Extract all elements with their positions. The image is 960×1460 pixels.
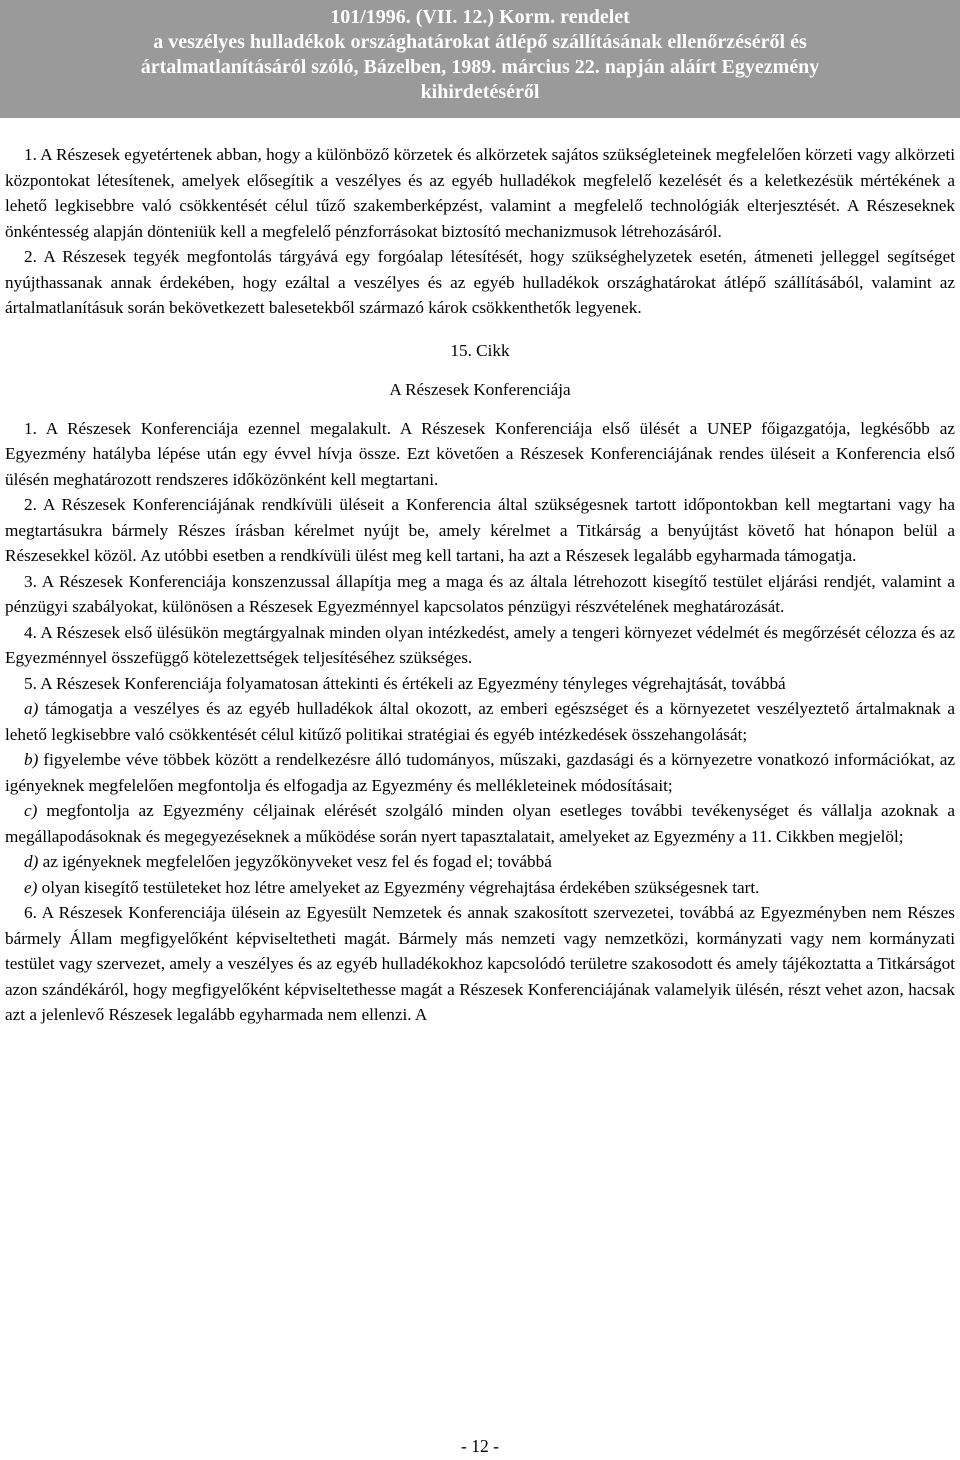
item-b-label: b) xyxy=(24,750,39,769)
article-item-a xyxy=(5,696,955,747)
item-b-text: figyelembe véve többek között a rendelkezésre álló tudományos, műszaki, gazdasági és a környezetre vonatkozó információkat, az igényeknek megfelelően megfontolja és elfogadja az Egyezmény és mellékleteinek módosításait; xyxy=(5,750,955,795)
document-body xyxy=(5,142,955,1028)
header-line-3: ártalmatlanításáról szóló, Bázelben, 1989. március 22. napján aláírt Egyezmény xyxy=(140,56,820,78)
article-paragraph-1: 1. A Részesek Konferenciája ezennel megalakult. A Részesek Konferenciája első ülését a UNEP főigazgatója, legkésőbb az Egyezmény hatályba lépése után egy évvel hívja össze. Ezt követően a Részesek Konferenciájának rendes üléseit a Konferencia első ülésén meghatározott rendszeres időközönként kell megtartani. xyxy=(5,418,955,489)
item-e-text: olyan kisegítő testületeket hoz létre amelyeket az Egyezmény végrehajtása érdekében szükségesnek tart. xyxy=(37,877,760,897)
item-a-text: támogatja a veszélyes és az egyéb hulladékok által okozott, az emberi egészséget és a környezetet veszélyeztető ártalmaknak a lehető legkisebbre való csökkentését célul kitűző politikai stratégiai és egyéb intézkedések összehangolását; xyxy=(5,699,955,744)
article-paragraph-5: 5. A Részesek Konferenciája folyamatosan áttekinti és értékeli az Egyezmény tényleges végrehajtását, továbbá xyxy=(24,673,786,693)
article-paragraph-2: 2. A Részesek Konferenciájának rendkívüli üléseit a Konferencia által szükségesnek tartott időpontokban kell megtartani vagy ha megtartásukra bármely Részes írásban kérelmet nyújt be, amely kérelmet a Titkárság a benyújtást követő hat hónapon belül a Részesekkel közöl. Az utóbbi esetben a rendkívüli ülést meg kell tartani, ha azt a Részesek legalább egyharmada támogatja. xyxy=(5,495,955,565)
item-d-text: az igényeknek megfelelően jegyzőkönyveket vesz fel és fogad el; továbbá xyxy=(38,852,552,871)
item-c-text: megfontolja az Egyezmény céljainak elérését szolgáló minden olyan esetleges további tevékenységet és vállalja azoknak a megállapodásoknak és megegyezéseknek a működése során nyert tapasztalatait, amelyeket az Egyezmény a 11. Cikkben megjelöl; xyxy=(5,801,955,846)
article-item-e xyxy=(5,875,955,901)
header-line-1: 101/1996. (VII. 12.) Korm. rendelet xyxy=(330,6,630,28)
paragraph-1: 1. A Részesek egyetértenek abban, hogy a különböző körzetek és alkörzetek sajátos szükségleteinek megfelelően körzeti vagy alkörzeti központokat létesítenek, amelyek elősegítik a veszélyes és az egyéb hulladékok megfelelő kezelését és a keletkezésük mértékének a lehető legkisebbre való csökkentését célul tűző szakemberképzést, valamint a megfelelő technológiák elterjesztését. A Részeseknek önkéntesség alapján dönteniük kell a megfelelő pénzforrásokat biztosító mechanizmusok létrehozásáról. xyxy=(5,145,955,241)
item-d-label: d) xyxy=(24,852,39,871)
item-e-label: e) xyxy=(24,877,38,897)
paragraph-2: 2. A Részesek tegyék megfontolás tárgyává egy forgóalap létesítését, hogy szükséghelyzetek esetén, átmeneti jelleggel segítséget nyújthassanak annak érdekében, hogy ezáltal a veszélyes és az egyéb hulladékok országhatárokat átlépő szállításából, valamint az ártalmatlanításuk során bekövetkezett balesetekből származó károk csökkenthetők legyenek. xyxy=(5,247,955,317)
item-a-label: a) xyxy=(24,699,39,718)
article-title: 15. Cikk xyxy=(450,340,510,360)
page-number: - 12 - xyxy=(461,1436,499,1456)
article-paragraph-6: 6. A Részesek Konferenciája ülésein az Egyesült Nemzetek és annak szakosított szervezetei, továbbá az Egyezményben nem Részes bármely Állam megfigyelőként képviseltetheti magát. Bármely más nemzeti vagy nemzetközi, kormányzati vagy nem kormányzati testület vagy szervezet, amely a veszélyes és az egyéb hulladékokhoz kapcsolódó területre szakosodott és amely tájékoztatta a Titkárságot azon szándékáról, hogy megfigyelőként képviseltethesse magát a Részesek Konferenciájának valamelyik ülésén, részt vehet azon, hacsak azt a jelenlevő Részesek legalább egyharmada nem ellenzi. A xyxy=(5,903,955,1024)
document-header xyxy=(0,0,960,118)
header-line-4: kihirdetéséről xyxy=(420,81,540,103)
article-item-d xyxy=(5,849,955,875)
article-paragraph-3: 3. A Részesek Konferenciája konszenzussal állapítja meg a maga és az általa létrehozott kisegítő testület eljárási rendjét, valamint a pénzügyi szabályokat, különösen a Részesek Egyezménnyel kapcsolatos pénzügyi részvételének meghatározását. xyxy=(5,571,955,616)
article-item-c xyxy=(5,798,955,849)
header-line-2: a veszélyes hulladékok országhatárokat átlépő szállításának ellenőrzéséről és xyxy=(153,31,807,53)
article-paragraph-4: 4. A Részesek első ülésükön megtárgyalnak minden olyan intézkedést, amely a tengeri környezet védelmét és megőrzését célozza és az Egyezménnyel összefüggő kötelezettségek teljesítéséhez szükséges. xyxy=(5,622,955,667)
article-subtitle: A Részesek Konferenciája xyxy=(389,380,571,399)
article-item-b xyxy=(5,747,955,798)
item-c-label: c) xyxy=(24,801,38,820)
